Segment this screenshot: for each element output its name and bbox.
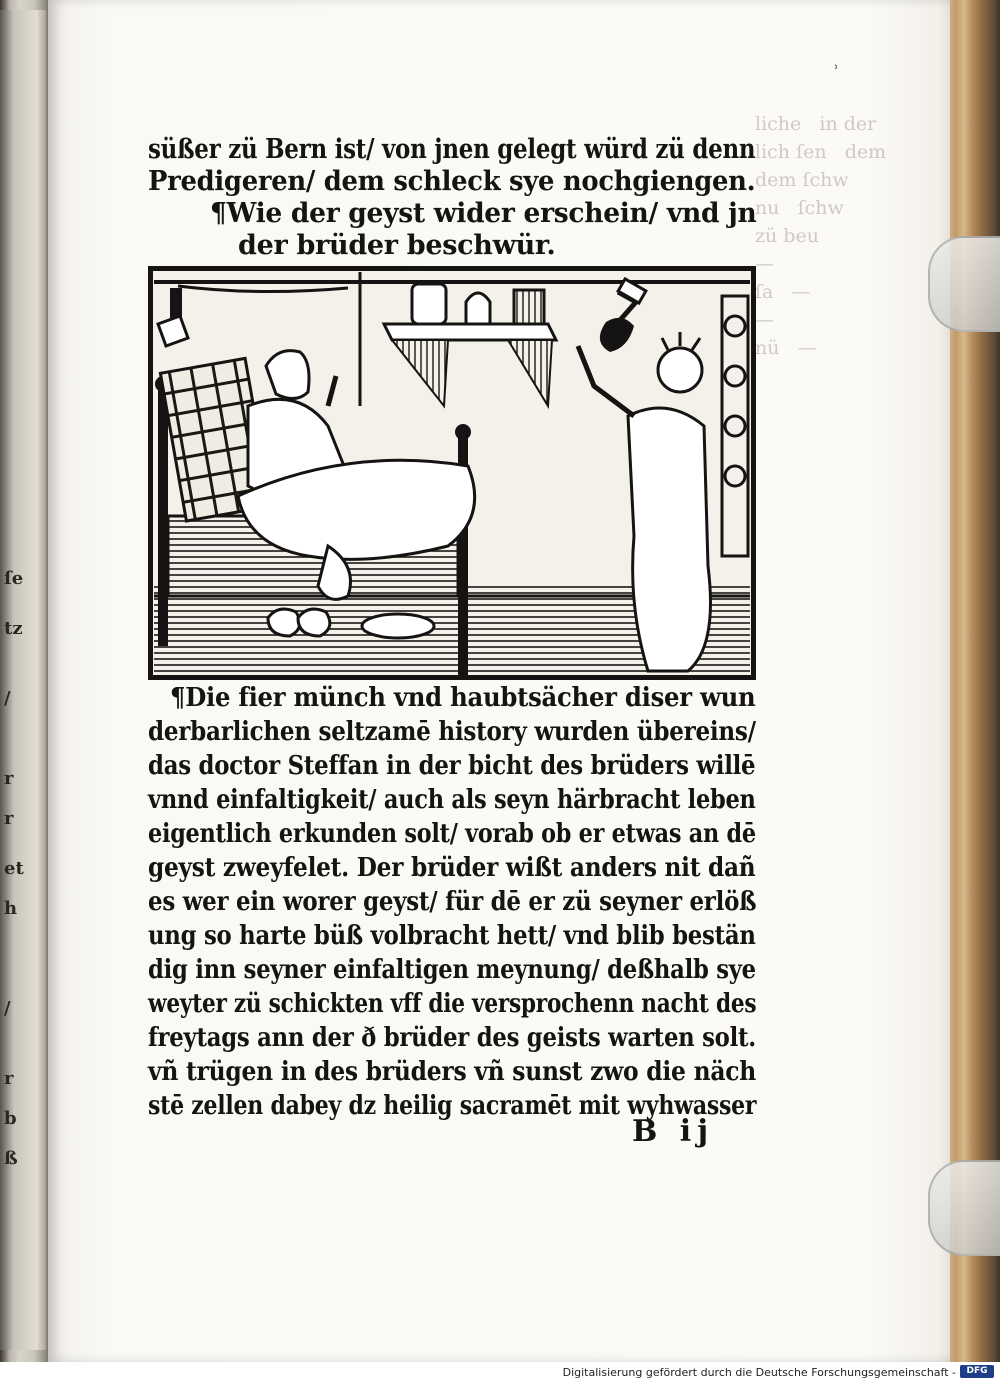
jar-icon	[412, 284, 446, 324]
woodcut-illustration	[148, 266, 756, 680]
bowl-icon	[362, 614, 434, 638]
pencil-mark: ʾ	[834, 62, 839, 81]
body-line-11: freytags ann der ð brüder des geists warten solt.	[148, 1022, 756, 1053]
show-through-text: liche in der lich ſen dem dem ſchw nu ſchw zü beu — ſa — — nü —	[755, 113, 887, 359]
body-line-9: dig inn seyner einfaltigen meynung/ deßhalb sye	[148, 954, 756, 985]
body-line-10: weyter zü schickten vff die versprochenn nacht des	[148, 988, 757, 1019]
section-heading-line-1: ¶Wie der geyst wider erschein/ vnd jn	[210, 198, 757, 229]
signature-mark: B ij	[632, 1114, 715, 1149]
slippers-icon	[268, 609, 300, 636]
ghost-figure	[628, 408, 711, 671]
body-line-8: ung so harte büß volbracht hett/ vnd blib bestän	[148, 920, 756, 951]
body-line-3: das doctor Steffan in der bicht des brüders willē	[148, 750, 756, 781]
body-line-7: es wer ein worer geyst/ für dē er zü seyner erlöß	[148, 886, 757, 917]
footer-bar	[0, 1362, 1000, 1382]
section-heading-line-2: der brüder beschwür.	[238, 230, 556, 261]
page-clip-top	[928, 236, 1000, 332]
body-line-5: eigentlich erkunden solt/ vorab ob er etwas an dē	[148, 818, 756, 849]
facing-page-edge: ſe tz / r r et h / r b ß	[0, 10, 46, 1350]
dfg-logo: DFG	[960, 1365, 994, 1378]
text-line-1: süßer zü Bern ist/ von jnen gelegt würd zü denn	[148, 134, 756, 165]
bottle-icon	[466, 293, 490, 324]
book-icon	[514, 290, 544, 324]
page-clip-bottom	[928, 1160, 1000, 1256]
body-line-4: vnnd einfaltigkeit/ auch als seyn härbracht leben	[148, 784, 756, 815]
text-line-2: Predigeren/ dem schleck sye nochgiengen.	[148, 166, 756, 197]
ghost-head	[658, 348, 702, 392]
body-line-6: geyst zweyfelet. Der brüder wißt anders nit dañ	[148, 852, 756, 883]
body-line-12: vñ trügen in des brüders vñ sunst zwo die näch	[148, 1056, 757, 1087]
body-line-13: stē zellen dabey dz heilig sacramēt mit wyhwasser	[148, 1090, 757, 1121]
body-line-1: ¶Die fier münch vnd haubtsächer diser wun	[170, 682, 756, 713]
wall-shelf	[384, 324, 556, 340]
body-line-2: derbarlichen seltzamē history wurden übereins/	[148, 716, 756, 747]
funding-credit: Digitalisierung gefördert durch die Deutsche Forschungsgemeinschaft -	[562, 1366, 956, 1379]
